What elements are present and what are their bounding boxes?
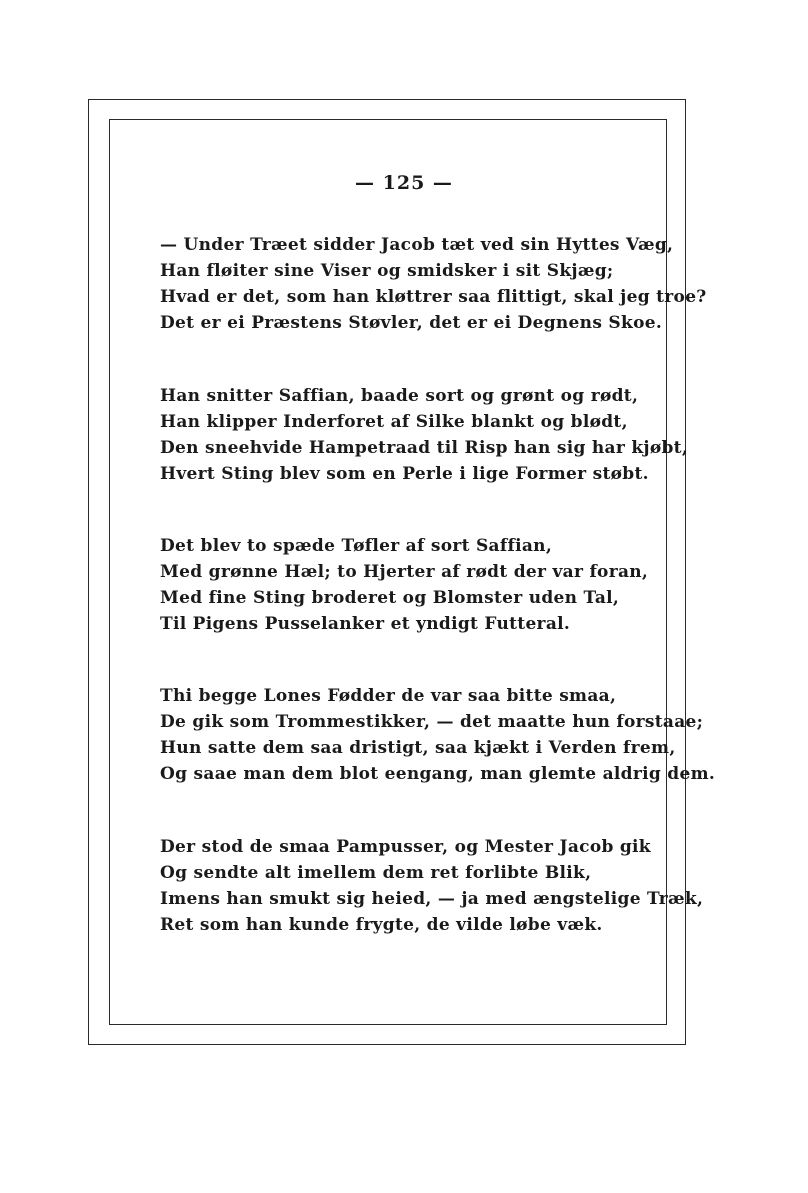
- verse-line: Ret som han kunde frygte, de vilde løbe væk.: [160, 915, 603, 935]
- verse-line: Hvert Sting blev som en Perle i lige Former støbt.: [160, 464, 649, 484]
- verse-line: Det blev to spæde Tøfler af sort Saffian,: [160, 536, 553, 556]
- verse-line: Thi begge Lones Fødder de var saa bitte smaa,: [160, 686, 617, 706]
- verse-line: Hun satte dem saa dristigt, saa kjækt i Verden frem,: [160, 738, 676, 758]
- verse-line: Og saae man dem blot eengang, man glemte aldrig dem.: [160, 764, 716, 784]
- stanza-4: [160, 683, 716, 787]
- stanza-3: [160, 533, 649, 637]
- verse-line: Han klipper Inderforet af Silke blankt og blødt,: [160, 412, 628, 432]
- verse-line: Han fløiter sine Viser og smidsker i sit Skjæg;: [160, 261, 614, 281]
- verse-line: Det er ei Præstens Støvler, det er ei Degnens Skoe.: [160, 313, 663, 333]
- verse-line: Hvad er det, som han kløttrer saa flittigt, skal jeg troe?: [160, 287, 707, 307]
- verse-line: Imens han smukt sig heied, — ja med ængstelige Træk,: [160, 889, 704, 909]
- stanza-2: [160, 383, 689, 487]
- verse-line: — Under Træet sidder Jacob tæt ved sin Hyttes Væg,: [160, 235, 674, 255]
- verse-line: Til Pigens Pusselanker et yndigt Futteral.: [160, 614, 571, 634]
- page-number: — 125 —: [355, 172, 453, 194]
- stanza-1: [160, 232, 707, 336]
- verse-line: Den sneehvide Hampetraad til Risp han sig har kjøbt,: [160, 438, 689, 458]
- verse-line: Han snitter Saffian, baade sort og grønt og rødt,: [160, 386, 639, 406]
- verse-line: Med fine Sting broderet og Blomster uden Tal,: [160, 588, 620, 608]
- verse-line: Og sendte alt imellem dem ret forlibte Blik,: [160, 863, 592, 883]
- verse-line: De gik som Trommestikker, — det maatte hun forstaae;: [160, 712, 704, 732]
- verse-line: Der stod de smaa Pampusser, og Mester Jacob gik: [160, 837, 651, 857]
- verse-line: Med grønne Hæl; to Hjerter af rødt der var foran,: [160, 562, 649, 582]
- stanza-5: [160, 834, 704, 938]
